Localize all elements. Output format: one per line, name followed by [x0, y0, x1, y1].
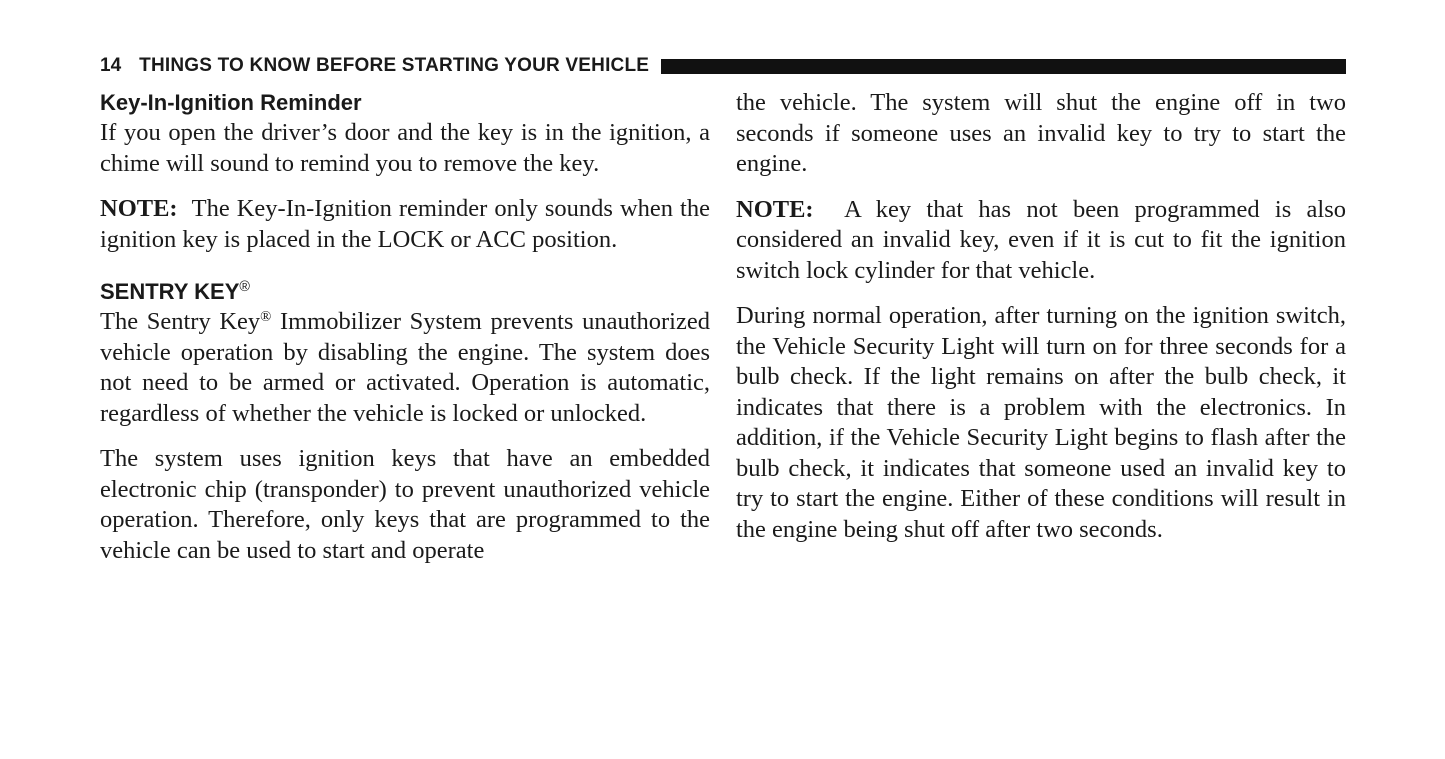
- paragraph-normal-operation: During normal operation, after turning on the ignition switch, the Vehicle Security Light will turn on for three seconds for a bulb check. If the light remains on after the bulb check, it indicates that there is a problem with the electronics. In addition, if the Vehicle Security Light begins to flash after the bulb check, it indicates that someone used an invalid key to try to start the engine. Either of these conditions will result in the engine being shut off after two seconds.: [736, 302, 1346, 543]
- left-column: [100, 88, 710, 581]
- note-label: NOTE:: [736, 195, 814, 223]
- note-key-in-ignition: [100, 194, 710, 255]
- paragraph-sentry-key-rest: Immobilizer System prevents unauthorized vehicle operation by disabling the engine. The system does not need to be armed or activated. Operation is automatic, regardless of whether the vehicle is locked or unlocked.: [100, 308, 710, 427]
- heading-sentry-key: [100, 277, 710, 307]
- header-rule: [661, 59, 1346, 74]
- heading-sentry-key-text: SENTRY KEY: [100, 279, 240, 304]
- paragraph-sentry-key-prefix: The Sentry Key: [100, 308, 261, 335]
- note-invalid-key: [736, 195, 1346, 287]
- page-number: 14: [100, 55, 122, 76]
- paragraph-continued: the vehicle. The system will shut the engine off in two seconds if someone uses an invalid key to try to start the engine.: [736, 89, 1346, 177]
- paragraph-sentry-key: [100, 307, 710, 429]
- paragraph-reminder: If you open the driver’s door and the key is in the ignition, a chime will sound to remind you to remove the key.: [100, 119, 710, 177]
- paragraph-transponder-keys: The system uses ignition keys that have an embedded electronic chip (transponder) to prevent unauthorized vehicle operation. Therefore, only keys that are programmed to the vehicle can be used to start and operate: [100, 445, 710, 564]
- page-header: [100, 54, 1346, 78]
- note-text: A key that has not been programmed is also considered an invalid key, even if it is cut to fit the ignition switch lock cylinder for that vehicle.: [736, 195, 1347, 284]
- note-text: The Key-In-Ignition reminder only sounds when the ignition key is placed in the LOCK or ACC position.: [100, 195, 710, 253]
- running-title: THINGS TO KNOW BEFORE STARTING YOUR VEHICLE: [139, 55, 650, 76]
- registered-mark: ®: [239, 279, 250, 296]
- heading-key-in-ignition-reminder: Key-In-Ignition Reminder: [100, 90, 362, 115]
- right-column: [736, 88, 1346, 560]
- registered-mark: ®: [260, 308, 272, 325]
- note-label: NOTE:: [100, 195, 178, 222]
